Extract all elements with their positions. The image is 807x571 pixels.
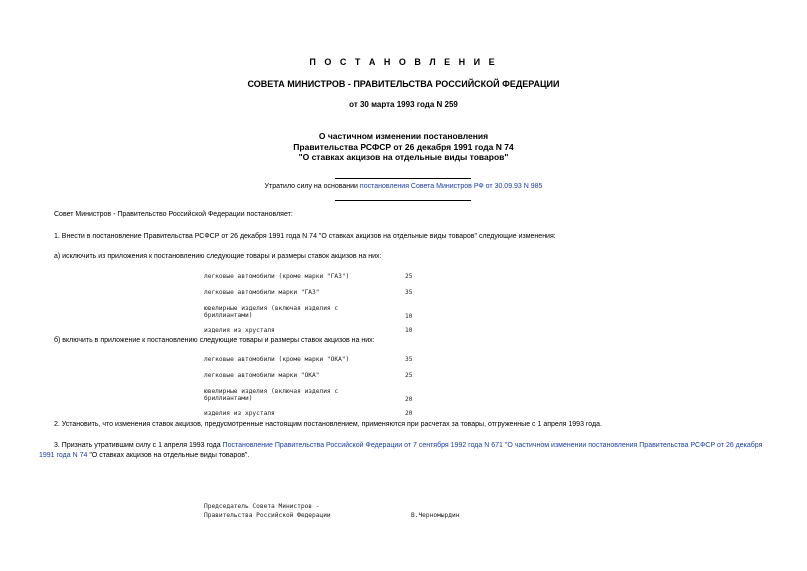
included-item-name: легковые автомобили марки "ОКА" [204, 372, 320, 379]
subject-line-3: "О ставках акцизов на отдельные виды товаров" [298, 152, 509, 163]
status-prefix: Утратило силу на основании [264, 183, 360, 190]
issuing-body: СОВЕТА МИНИСТРОВ - ПРАВИТЕЛЬСТВА РОССИЙСКОЙ ФЕДЕРАЦИИ [247, 79, 560, 89]
item-1a: а) исключить из приложения к постановлению следующие товары и размеры ставок акцизов на них: [54, 253, 382, 260]
item-1b: б) включить в приложение к постановлению следующие товары и размеры ставок акцизов на них: [54, 337, 375, 344]
signature-title: Председатель Совета Министров - Правительства Российской Федерации [204, 503, 331, 519]
status-note [0, 183, 807, 190]
divider-bottom [335, 200, 471, 201]
excluded-item-name: изделия из хрусталя [204, 327, 275, 334]
subject-line-1: О частичном изменении постановления [318, 131, 489, 141]
subject-line-2: Правительства РСФСР от 26 декабря 1991 года N 74 [293, 141, 514, 152]
included-item-name: изделия из хрусталя [204, 410, 275, 417]
excluded-item-rate: 35 [405, 289, 413, 296]
item-3-link[interactable]: Постановление Правительства Российской Федерации от 7 сентября 1992 года N 671 "О частичном изменении постановления Правительства РСФСР от 26 декабря 1991 года N 74 [39, 442, 763, 459]
item-2: 2. Установить, что изменения ставок акцизов, предусмотренные настоящим постановлением, применяются при расчетах за товары, отгруженные с 1 апреля 1993 года. [54, 421, 602, 428]
intro-paragraph: Совет Министров - Правительство Российской Федерации постановляет: [54, 211, 293, 218]
included-item-rate: 20 [405, 410, 413, 417]
included-item-rate: 35 [405, 356, 413, 363]
excluded-item-rate: 10 [405, 327, 413, 334]
excluded-item-name: легковые автомобили (кроме марки "ГАЗ") [204, 273, 350, 280]
excluded-item-name: ювелирные изделия (включая изделия с бриллиантами) [204, 305, 339, 319]
signature-name: В.Черномырдин [411, 511, 460, 519]
excluded-item-name: легковые автомобили марки "ГАЗ" [204, 289, 320, 296]
item-3 [39, 441, 777, 461]
item-3-prefix: 3. Признать утратившим силу с 1 апреля 1993 года [54, 442, 223, 449]
included-item-rate: 25 [405, 372, 413, 379]
item-1: 1. Внести в постановление Правительства РСФСР от 26 декабря 1991 года N 74 "О ставках акцизов на отдельные виды товаров" следующие изменения: [54, 233, 556, 240]
excluded-item-rate: 10 [405, 313, 413, 320]
included-item-name: ювелирные изделия (включая изделия с бриллиантами) [204, 388, 339, 402]
document-kind: П О С Т А Н О В Л Е Н И Е [309, 57, 498, 67]
excluded-item-rate: 25 [405, 273, 413, 280]
included-item-name: легковые автомобили (кроме марки "ОКА") [204, 356, 350, 363]
status-link[interactable]: постановления Совета Министров РФ от 30.09.93 N 985 [359, 183, 543, 190]
included-item-rate: 20 [405, 396, 413, 403]
document-subject [0, 131, 807, 163]
divider-top [335, 178, 471, 179]
item-3-suffix: "О ставках акцизов на отдельные виды товаров". [87, 452, 250, 459]
document-date-number: от 30 марта 1993 года N 259 [349, 100, 458, 109]
